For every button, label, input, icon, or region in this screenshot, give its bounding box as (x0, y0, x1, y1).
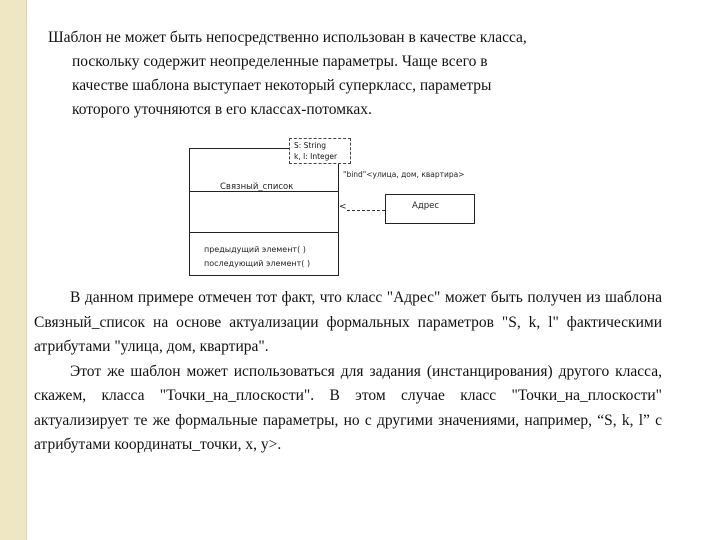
template-class-name: Связный_список (220, 182, 294, 192)
address-class-box (385, 194, 475, 224)
bind-dependency-line (347, 210, 385, 211)
dependency-arrowhead-icon: < (339, 202, 347, 212)
template-param-integer: k, l: Integer (294, 152, 338, 161)
corner-decoration (26, 0, 47, 20)
bind-stereotype-label: "bind"<улица, дом, квартира> (343, 170, 465, 179)
uml-template-diagram (185, 138, 485, 278)
body-text (34, 286, 662, 458)
template-class-box (189, 148, 339, 276)
template-param-string: S: String (294, 141, 327, 150)
intro-line-1: Шаблон не может быть непосредственно использован в качестве класса, (48, 29, 527, 46)
address-class-name: Адрес (412, 201, 439, 211)
intro-paragraph (48, 26, 688, 122)
intro-line-4: которого уточняются в его классах-потомках. (72, 101, 372, 118)
intro-line-2: поскольку содержит неопределенные параметры. Чаще всего в (72, 53, 488, 70)
operation-next: последующий элемент( ) (204, 259, 311, 268)
operation-previous: предыдущий элемент( ) (204, 245, 306, 254)
template-parameters-box (289, 138, 351, 164)
body-paragraph-1: В данном примере отмечен тот факт, что класс "Адрес" может быть получен из шаблона Связный_список на основе актуализации формальных параметров "S, k, l" фактическими атрибутами "улица, дом, квартира". (34, 289, 662, 355)
left-decorative-band (0, 0, 27, 540)
body-paragraph-2: Этот же шаблон может использоваться для задания (инстанцирования) другого класса, скажем, класса "Точки_на_плоскости". В этом случае класс "Точки_на_плоскости" актуализирует те же формальные параметры, но с другими значениями, например, “S, k, l” с атрибутами координаты_точки, x, y>. (34, 362, 662, 453)
intro-line-3: качестве шаблона выступает некоторый суперкласс, параметры (72, 77, 492, 94)
class-compartment-divider (190, 232, 338, 233)
